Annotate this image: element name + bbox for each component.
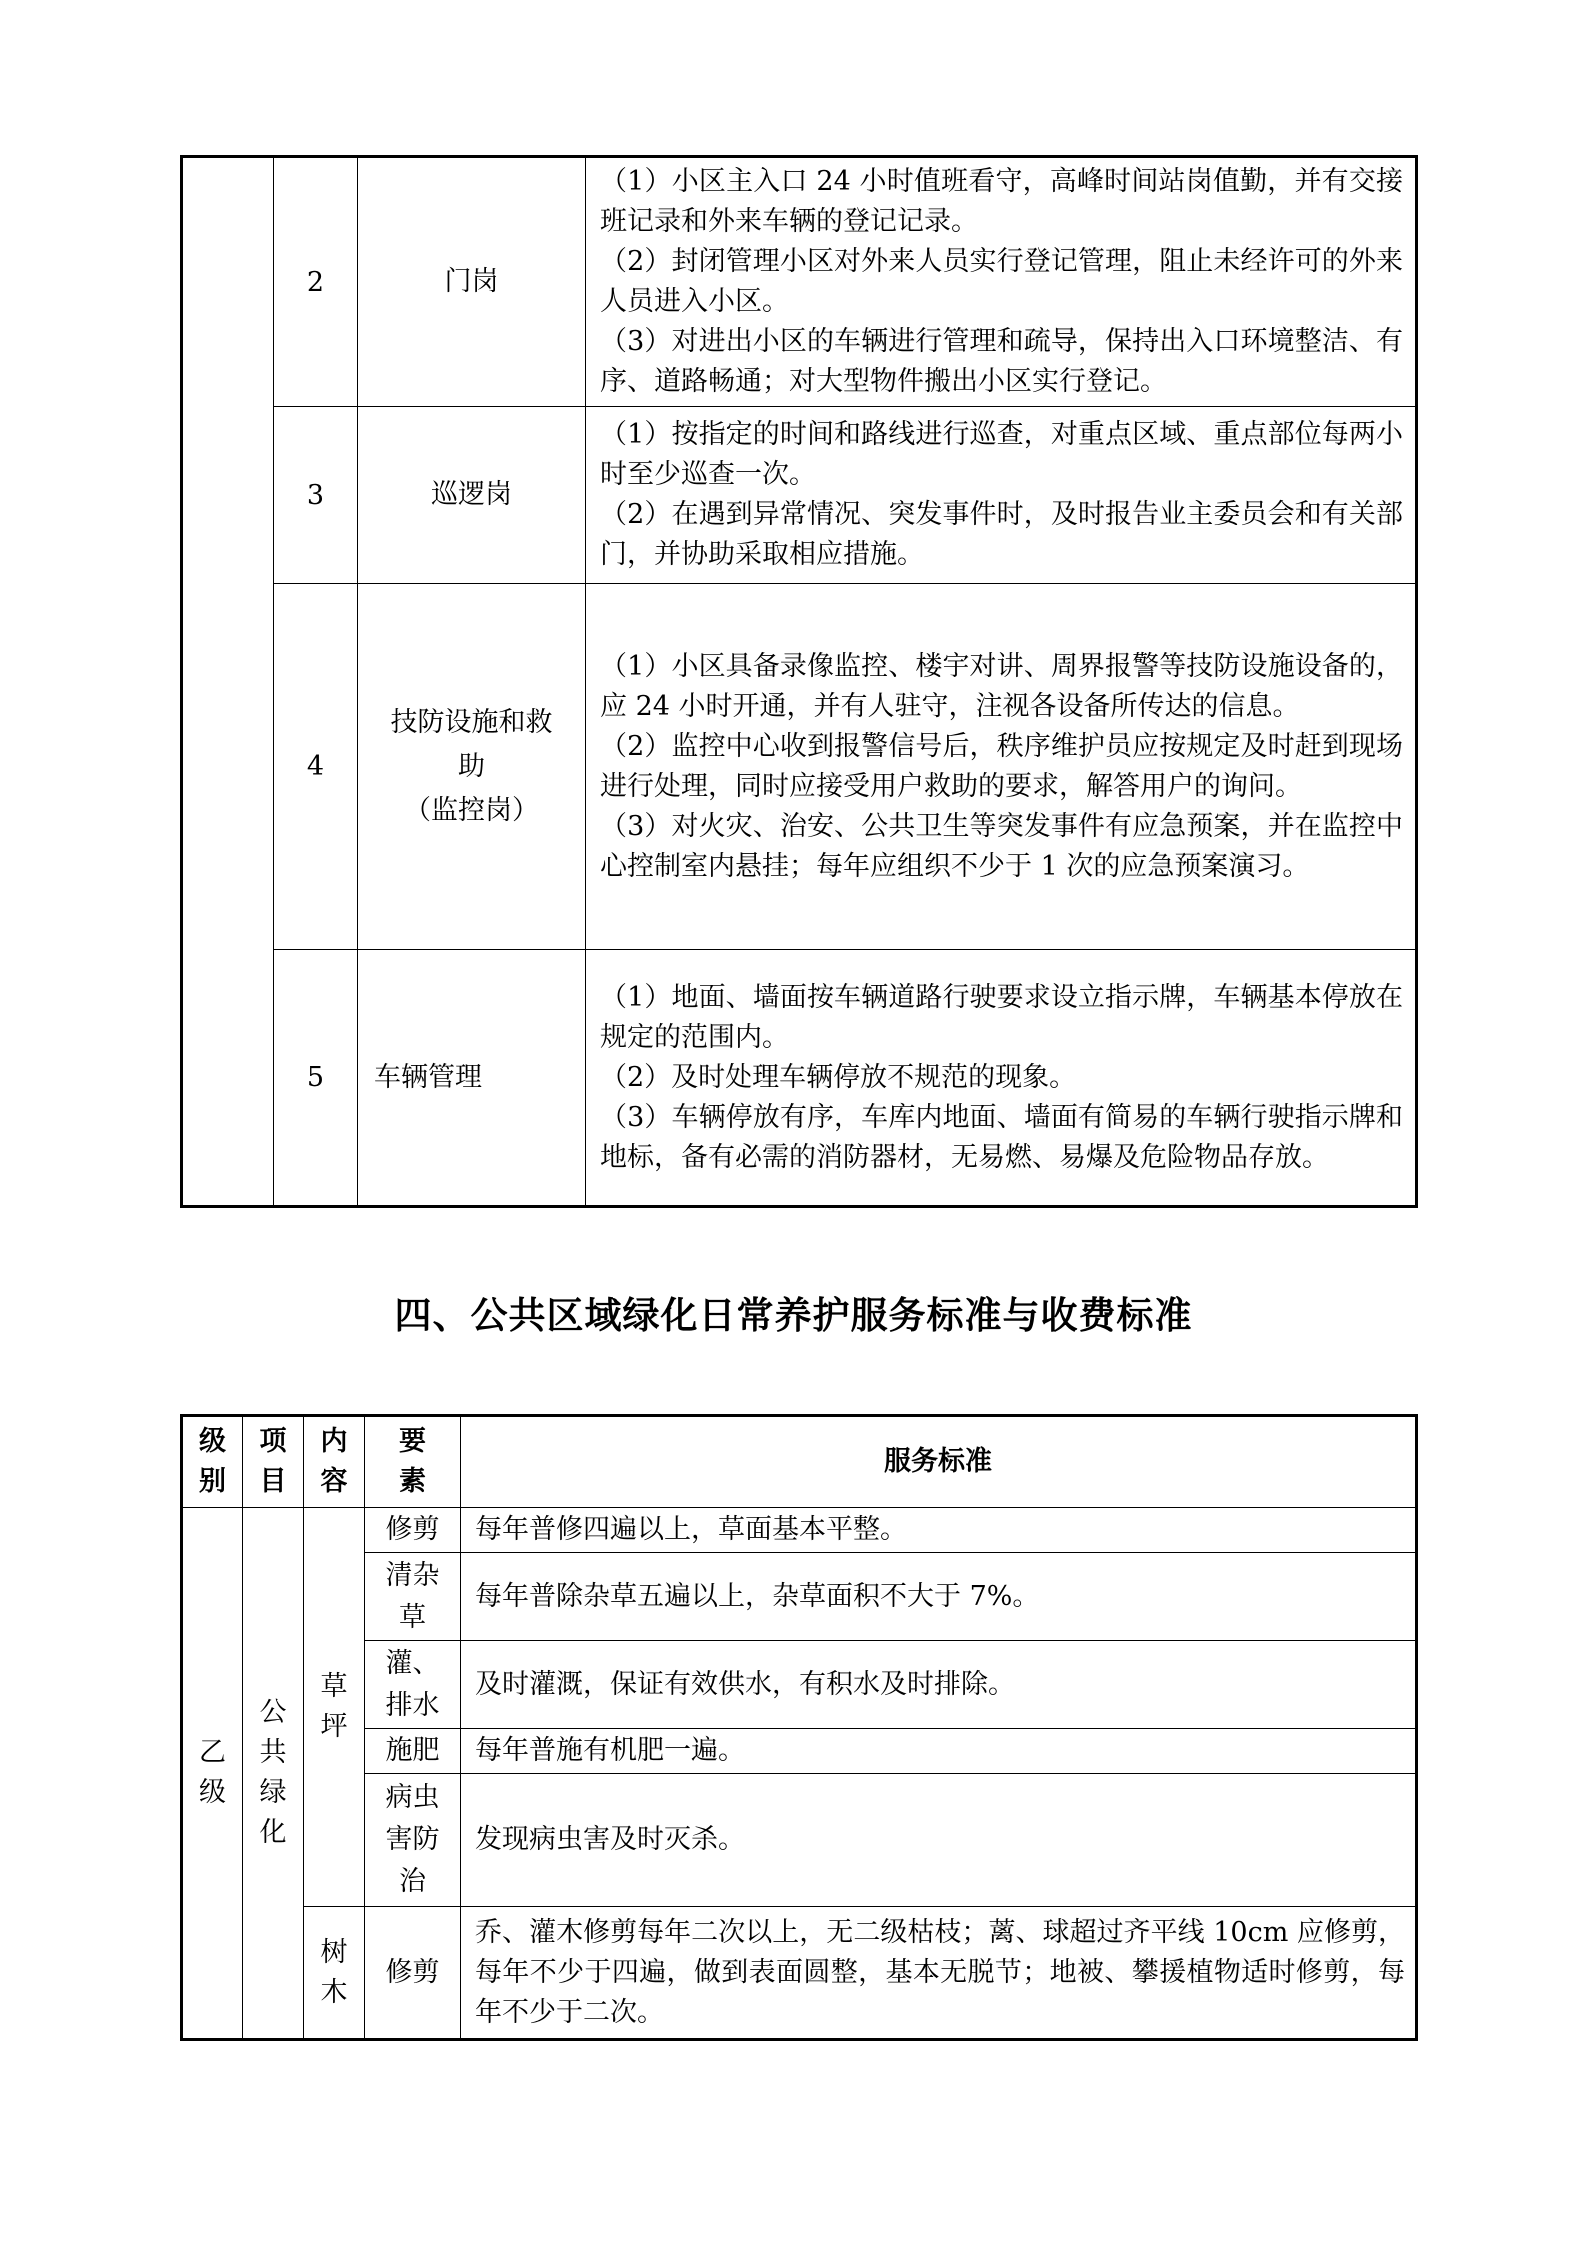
post-name-line: 技防设施和救 (390, 706, 553, 738)
description-line: （2）及时处理车辆停放不规范的现象。 (600, 1061, 1077, 1093)
post-name: 巡逻岗 (358, 407, 586, 584)
element-cell (365, 1774, 461, 1907)
element-text: 草 (399, 1601, 426, 1633)
security-standards-table (180, 155, 1418, 1208)
element-text: 修剪 (385, 1956, 440, 1988)
content-char: 木 (320, 1976, 348, 2008)
row-number: 5 (274, 950, 358, 1207)
section-title: 四、公共区域绿化日常养护服务标准与收费标准 (394, 1294, 1193, 1337)
header-level (182, 1416, 243, 1508)
post-name: 车辆管理 (358, 950, 586, 1207)
description-line: （1）小区主入口 24 小时值班看守，高峰时间站岗值勤，并有交接班记录和外来车辆的登记记录。 (600, 166, 1403, 237)
element-cell (365, 1729, 461, 1774)
table-row (182, 407, 1417, 584)
item-char: 绿 (259, 1777, 287, 1808)
row-number: 3 (274, 407, 358, 584)
item-char: 化 (259, 1817, 287, 1848)
table-row (182, 1729, 1417, 1774)
standard-cell: 每年普修四遍以上，草面基本平整。 (461, 1508, 1417, 1553)
item-char: 公 (259, 1697, 287, 1728)
element-cell (365, 1553, 461, 1641)
header-char: 容 (320, 1466, 348, 1497)
standard-cell: 乔、灌木修剪每年二次以上，无二级枯枝；蓠、球超过齐平线 10cm 应修剪，每年不少于四遍，做到表面圆整，基本无脱节；地被、攀援植物适时修剪，每年不少于二次。 (461, 1907, 1417, 2040)
post-description (586, 157, 1417, 407)
description-line: （3）车辆停放有序，车库内地面、墙面有简易的车辆行驶指示牌和地标，备有必需的消防器材，无易燃、易爆及危险物品存放。 (600, 1101, 1403, 1173)
table-row (182, 1508, 1417, 1553)
post-description (586, 950, 1417, 1207)
header-char: 要 (399, 1426, 426, 1457)
post-name-line: 助 (458, 750, 485, 782)
standard-cell: 每年普除杂草五遍以上，杂草面积不大于 7%。 (461, 1553, 1417, 1641)
header-char: 项 (259, 1426, 287, 1457)
header-content (304, 1416, 365, 1508)
element-text: 害防 (385, 1824, 440, 1855)
header-char: 内 (320, 1426, 348, 1457)
content-char: 坪 (320, 1711, 348, 1742)
element-text: 病虫 (385, 1782, 440, 1813)
description-line: （3）对进出小区的车辆进行管理和疏导，保持出入口环境整洁、有序、道路畅通；对大型物件搬出小区实行登记。 (600, 326, 1403, 397)
header-element (365, 1416, 461, 1508)
header-row (182, 1416, 1417, 1508)
post-name: 门岗 (358, 157, 586, 407)
content-char: 树 (320, 1936, 348, 1968)
table-row (182, 1641, 1417, 1729)
element-text: 清杂 (385, 1559, 440, 1591)
table-row (182, 1907, 1417, 2040)
table-row (182, 950, 1417, 1207)
standard-cell: 及时灌溉，保证有效供水，有积水及时排除。 (461, 1641, 1417, 1729)
element-text: 灌、 (385, 1647, 440, 1679)
post-name-line: （监控岗） (404, 794, 539, 826)
category-cell (182, 157, 274, 1207)
description-line: （3）对火灾、治安、公共卫生等突发事件有应急预案，并在监控中心控制室内悬挂；每年应组织不少于 1 次的应急预案演习。 (600, 810, 1403, 882)
description-line: （2）在遇到异常情况、突发事件时，及时报告业主委员会和有关部门，并协助采取相应措施。 (600, 499, 1403, 570)
standard-cell: 每年普施有机肥一遍。 (461, 1729, 1417, 1774)
item-cell (243, 1508, 304, 2040)
greening-standards-table (180, 1414, 1418, 2041)
description-line: （1）小区具备录像监控、楼宇对讲、周界报警等技防设施设备的，应 24 小时开通，并有人驻守，注视各设备所传达的信息。 (600, 650, 1403, 722)
table-row (182, 1553, 1417, 1641)
level-char: 级 (199, 1777, 226, 1808)
table-row (182, 157, 1417, 407)
row-number: 4 (274, 584, 358, 950)
element-cell (365, 1641, 461, 1729)
header-char: 素 (399, 1466, 426, 1497)
header-char: 别 (199, 1466, 226, 1497)
element-text: 排水 (385, 1689, 440, 1721)
standard-cell: 发现病虫害及时灭杀。 (461, 1774, 1417, 1907)
description-line: （1）按指定的时间和路线进行巡查，对重点区域、重点部位每两小时至少巡查一次。 (600, 419, 1403, 490)
element-text: 治 (399, 1866, 426, 1897)
level-cell (182, 1508, 243, 2040)
header-char: 目 (259, 1466, 287, 1497)
element-text: 施肥 (385, 1735, 440, 1766)
header-char: 级 (199, 1426, 226, 1457)
table-row (182, 584, 1417, 950)
header-standard: 服务标准 (461, 1416, 1417, 1508)
description-line: （2）监控中心收到报警信号后，秩序维护员应按规定及时赶到现场进行处理，同时应接受用户救助的要求，解答用户的询问。 (600, 730, 1403, 802)
element-cell (365, 1508, 461, 1553)
element-cell (365, 1907, 461, 2040)
content-char: 草 (320, 1671, 348, 1702)
description-line: （2）封闭管理小区对外来人员实行登记管理，阻止未经许可的外来人员进入小区。 (600, 246, 1403, 317)
item-char: 共 (259, 1737, 287, 1768)
post-description (586, 584, 1417, 950)
post-name (358, 584, 586, 950)
element-text: 修剪 (385, 1514, 440, 1545)
description-line: （1）地面、墙面按车辆道路行驶要求设立指示牌，车辆基本停放在规定的范围内。 (600, 981, 1403, 1053)
table-row (182, 1774, 1417, 1907)
level-char: 乙 (199, 1737, 226, 1768)
row-number: 2 (274, 157, 358, 407)
content-trees (304, 1907, 365, 2040)
header-item (243, 1416, 304, 1508)
post-description (586, 407, 1417, 584)
content-lawn (304, 1508, 365, 1907)
